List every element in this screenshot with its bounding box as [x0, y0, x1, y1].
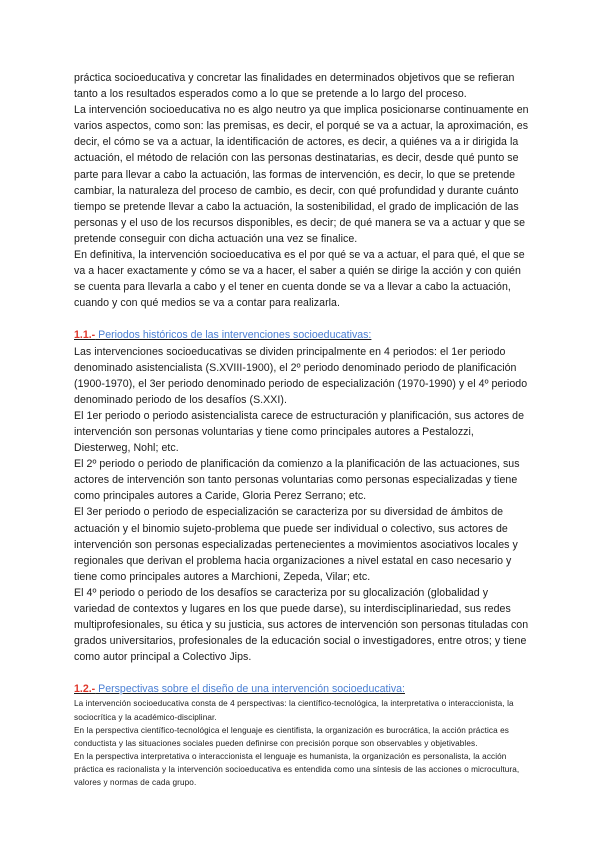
paragraph: El 3er periodo o periodo de especialización se caracteriza por su diversidad de ámbitos de actuación y el binomio sujeto-problema que puede ser individual o colectivo, sus actores de intervención son personas especializadas pertenecientes a movimientos asociativos locales y regionales que derivan el problema hacia organizaciones a nivel estatal en caso necesario y tiene como principales autores a Marchioni, Zepeda, Vilar; etc.	[74, 506, 518, 583]
paragraph: En la perspectiva interpretativa o interaccionista el lenguaje es humanista, la organización es personalista, la acción práctica es racionalista y la intervención socioeducativa es entendida como una síntesis de las acciones o microcultura, valores y normas de cada grupo.	[74, 751, 520, 788]
paragraph: El 4º periodo o periodo de los desafíos se caracteriza por su glocalización (globalidad y variedad de contextos y lugares en los que puede darse), su interdisciplinariedad, sus redes multiprofesionales, su ética y su justicia, sus actores de intervención son personas tituladas con grados universitarios, profesionales de la educación social o investigadores, entre otros; y tiene como autor principal a Colectivo Jips.	[74, 586, 529, 664]
paragraph: La intervención socioeducativa consta de 4 perspectivas: la científico-tecnológica, la interpretativa o interaccionista, la sociocrítica y la académico-disciplinar.	[74, 699, 514, 722]
paragraph: práctica socioeducativa y concretar las finalidades en determinados objetivos que se refieran tanto a los resultados esperados como a lo que se pretende a lo largo del proceso.	[74, 72, 515, 101]
heading-number: 1.1.-	[74, 329, 96, 342]
spacer	[74, 665, 530, 681]
paragraph: La intervención socioeducativa no es algo neutro ya que implica posicionarse continuamente en varios aspectos, como son: las premisas, es decir, el porqué se va a actuar, la aproximación, es decir, el cómo se va a actuar, la identificación de actores, es decir, a quiénes va a ir dirigida la actuación, el método de relación con las personas destinatarias, es decir, desde qué punto se parte para llevar a cabo la actuación, las formas de intervención, es decir, lo que se pretende cambiar, la naturaleza del proceso de cambio, es decir, con qué profundidad y durante cuánto tiempo se pretende llevar a cabo la actuación, la sostenibilidad, el grado de implicación de las personas y el uso de los recursos disponibles, es decir; de qué manera se va a actuar y que se pretende conseguir con dicha actuación una vez se finalice.	[74, 104, 529, 245]
paragraph: El 1er periodo o periodo asistencialista carece de estructuración y planificación, sus actores de intervención son personas voluntarias y tiene como principales autores a Pestalozzi, Diesterweg, Nohl; etc.	[74, 409, 525, 455]
section-heading-perspectivas	[74, 681, 530, 697]
section-heading-periodos	[74, 327, 530, 343]
document-body	[74, 70, 530, 789]
heading-number: 1.2.-	[74, 683, 96, 696]
heading-text: Periodos históricos de las intervenciones socioeducativas:	[95, 329, 372, 342]
spacer	[74, 311, 530, 327]
paragraph: Las intervenciones socioeducativas se dividen principalmente en 4 periodos: el 1er periodo denominado asistencialista (S.XVIII-1900), el 2º periodo denominado periodo de planificación (1900-1970), el 3er periodo denominado periodo de especialización (1970-1990) y el 4º periodo denominado periodo de los desafíos (S.XXI).	[74, 345, 528, 406]
paragraph: El 2º periodo o periodo de planificación da comienzo a la planificación de las actuaciones, sus actores de intervención son tanto personas voluntarias como personas especializadas y tiene como principales autores a Caride, Gloria Perez Serrano; etc.	[74, 458, 520, 503]
paragraph: En definitiva, la intervención socioeducativa es el por qué se va a actuar, el para qué, el que se va a hacer exactamente y cómo se va a hacer, el saber a quién se dirige la acción y con quién se cuenta para llevarla a cabo y el tener en cuenta donde se va a llevar a cabo la actuación, cuando y con qué medios se va a contar para realizarla.	[74, 249, 525, 310]
paragraph: En la perspectiva científico-tecnológica el lenguaje es cientifista, la organización es burocrática, la acción práctica es conductista y las situaciones sociales pueden definirse con precisión porque son observables y objetivables.	[74, 725, 509, 748]
heading-text: Perspectivas sobre el diseño de una intervención socioeducativa:	[95, 683, 405, 696]
